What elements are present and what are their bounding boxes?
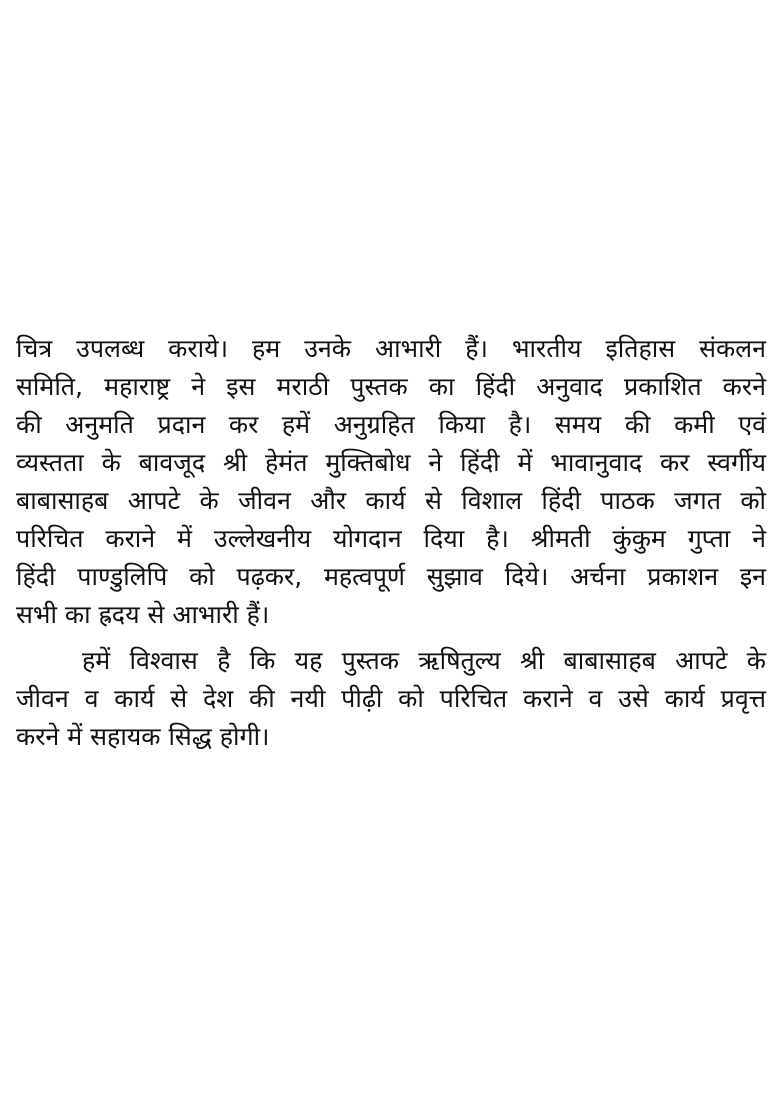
- text-line: हमें विश्वास है कि यह पुस्तक ऋषितुल्य श्री बाबासाहब आपटे के: [82, 646, 766, 675]
- text-line: बाबासाहब आपटे के जीवन और कार्य से विशाल हिंदी पाठक जगत को: [16, 486, 766, 515]
- text-line: की अनुमति प्रदान कर हमें अनुग्रहित किया है। समय की कमी एवं: [16, 410, 766, 439]
- text-line: परिचित कराने में उल्लेखनीय योगदान दिया है। श्रीमती कुंकुम गुप्ता ने: [16, 524, 766, 553]
- paragraph-acknowledgement: [16, 330, 766, 634]
- text-line: सभी का ह्रदय से आभारी हैं।: [16, 600, 270, 629]
- text-line: हिंदी पाण्डुलिपि को पढ़कर, महत्वपूर्ण सुझाव दिये। अर्चना प्रकाशन इन: [16, 562, 766, 591]
- text-line: करने में सहायक सिद्ध होगी।: [16, 722, 270, 751]
- text-line: जीवन व कार्य से देश की नयी पीढ़ी को परिचित कराने व उसे कार्य प्रवृत्त: [16, 684, 766, 713]
- body-text: [16, 330, 766, 756]
- text-line: समिति, महाराष्ट्र ने इस मराठी पुस्तक का हिंदी अनुवाद प्रकाशित करने: [16, 372, 766, 401]
- text-line: चित्र उपलब्ध कराये। हम उनके आभारी हैं। भारतीय इतिहास संकलन: [16, 334, 766, 363]
- text-line: व्यस्तता के बावजूद श्री हेमंत मुक्तिबोध ने हिंदी में भावानुवाद कर स्वर्गीय: [16, 448, 766, 477]
- paragraph-conclusion: [16, 642, 766, 756]
